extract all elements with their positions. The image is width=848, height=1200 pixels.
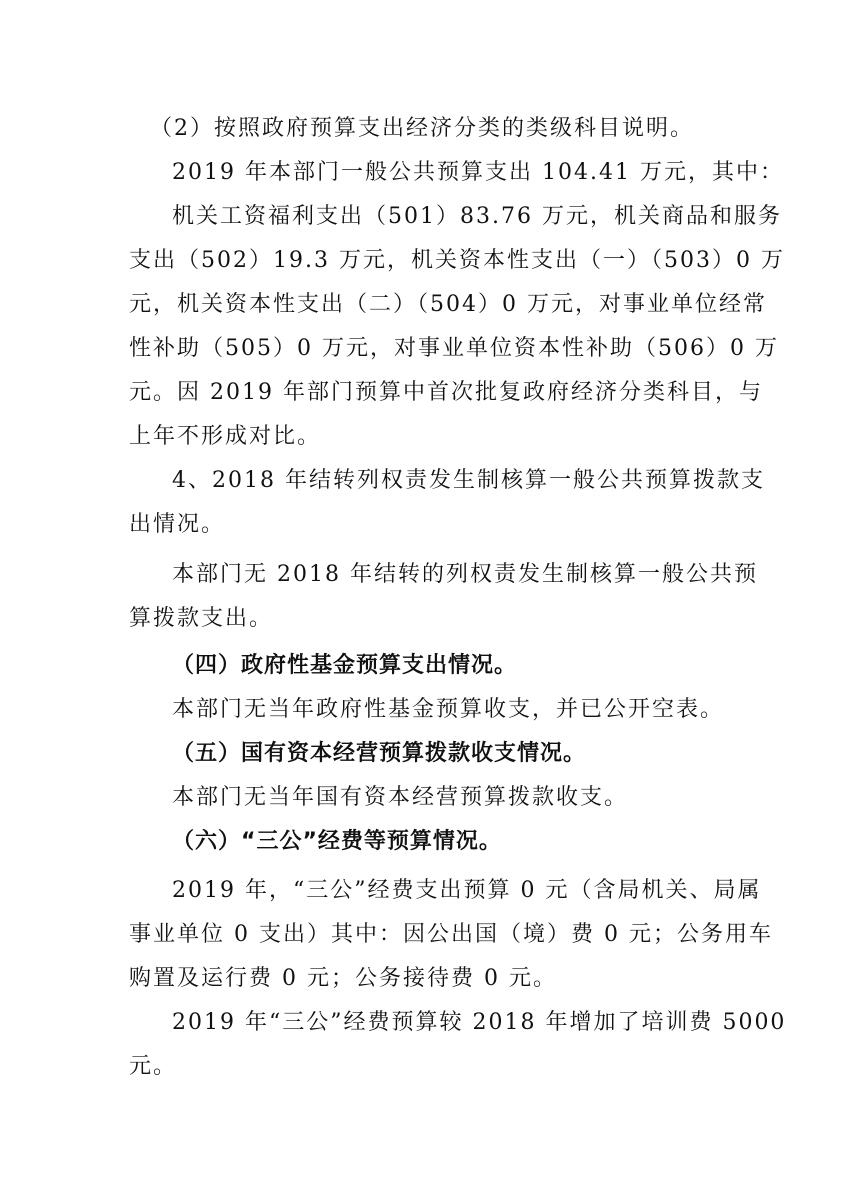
section-heading-government-fund: （四）政府性基金预算支出情况。 (172, 653, 518, 678)
paragraph-line: 本部门无 2018 年结转的列权责发生制核算一般公共预 (172, 562, 758, 587)
paragraph-line: 机关工资福利支出（501）83.76 万元，机关商品和服务 (172, 204, 782, 229)
numbered-item-heading: 出情况。 (129, 512, 226, 537)
paragraph-line: 2019 年，“三公”经费支出预算 0 元（含局机关、局属 (172, 878, 762, 903)
paragraph-line: 事业单位 0 支出）其中：因公出国（境）费 0 元；公务用车 (129, 922, 773, 947)
section-heading-state-capital: （五）国有资本经营预算拨款收支情况。 (172, 741, 587, 766)
paragraph-line: 购置及运行费 0 元；公务接待费 0 元。 (129, 966, 557, 991)
paragraph-line: 性补助（505）0 万元，对事业单位资本性补助（506）0 万 (129, 336, 779, 361)
paragraph-line: 2019 年“三公”经费预算较 2018 年增加了培训费 5000 (172, 1010, 787, 1035)
paragraph-line: 2019 年本部门一般公共预算支出 104.41 万元，其中： (172, 160, 784, 185)
paragraph-line: 支出（502）19.3 万元，机关资本性支出（一）（503）0 万 (129, 248, 785, 273)
paragraph-line: 算拨款支出。 (129, 606, 274, 631)
section-heading-three-public-expenses: （六）“三公”经费等预算情况。 (172, 829, 502, 854)
numbered-item-heading: 4、2018 年结转列权责发生制核算一般公共预算拨款支 (172, 468, 765, 493)
paragraph-line: 上年不形成对比。 (129, 424, 322, 449)
paragraph-line: 本部门无当年政府性基金预算收支，并已公开空表。 (172, 697, 725, 722)
paragraph-line: 本部门无当年国有资本经营预算拨款收支。 (172, 785, 629, 810)
paragraph-line: 元。因 2019 年部门预算中首次批复政府经济分类科目，与 (129, 380, 763, 405)
paragraph-line: 元。 (129, 1054, 178, 1079)
paragraph-line: 元，机关资本性支出（二）（504）0 万元，对事业单位经常 (129, 292, 767, 317)
subsection-heading-economic-classification: （2）按照政府预算支出经济分类的类级科目说明。 (150, 116, 694, 141)
